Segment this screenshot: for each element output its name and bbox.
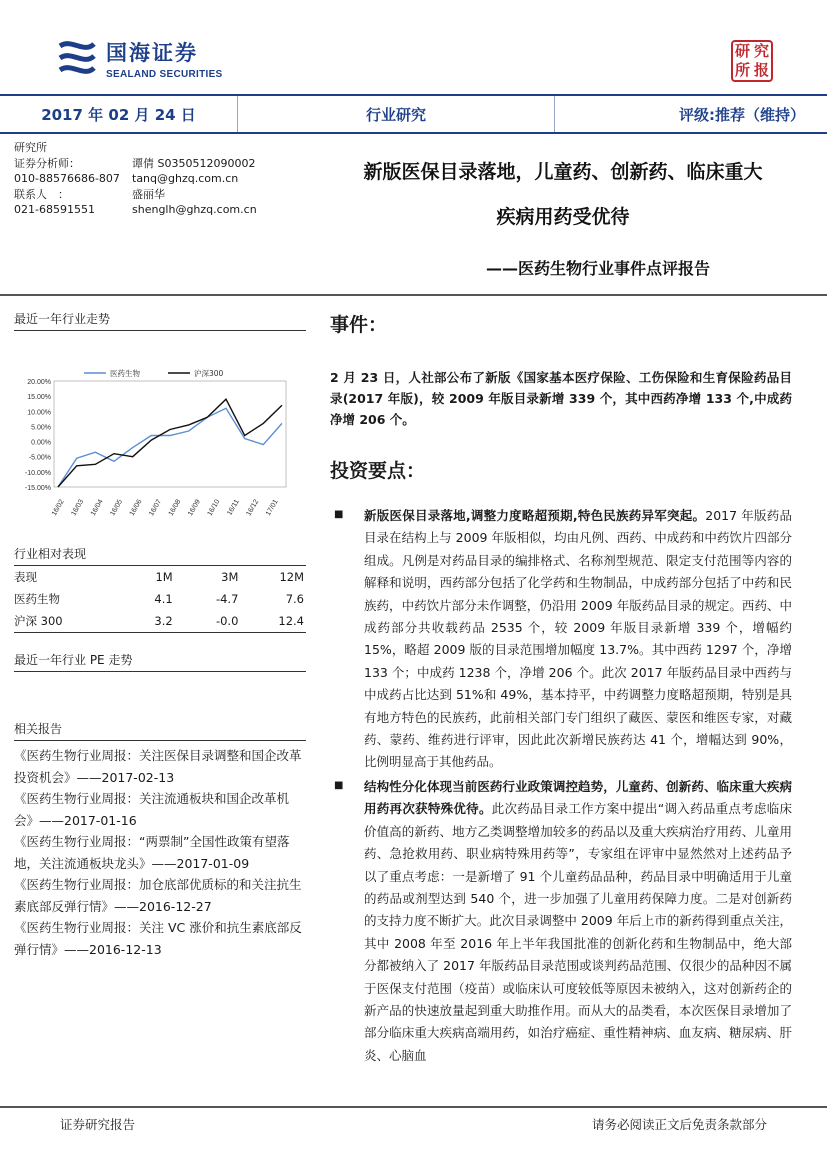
report-date: 2017 年 02 月 24 日 [0,96,238,132]
key-point-body: 此次药品目录工作方案中提出“调入药品重点考虑临床价值高的新药、地方乙类调整增加较多的药品以及重大疾病治疗用药、儿童用药、急抢救用药、职业病特殊用药等”，专家组在评审中显然然对上述药品予以了重点考虑：一是新增了 91 个儿童药品品种，药品目录中明确适用于儿童的药品或剂型达到 540 个，进一步加强了儿童用药保障力度。二是对创新药的支持力度不断扩大。此次目录调整中 2009 年后上市的新药得到重点关注，其中 2008 年至 2016 年上半年我国批准的创新化药和生物制品中，绝大部分都被纳入了 2017 年版药品目录范围或谈判药品范围、仅很少的品种因不属于医保支付范围（疫苗）或临床认可度较低等原因未被纳入，这对创新药企的新产品的快速放量起到重大助推作用。而从大的品类看，本次医保目录增加了部分临床重大疾病高端用药，如治疗癌症、重性精神病、血友病、糖尿病、肝炎、心脑血 [364,801,792,1063]
y-tick-label: 0.00% [31,439,51,447]
analyst-row: 联系人 ： 盛丽华 [14,187,165,201]
analyst-email-link[interactable]: tanq@ghzq.com.cn [132,172,239,185]
x-tick-label: 16/05 [109,498,125,517]
report-title: 新版医保目录落地，儿童药、创新药、临床重大 疾病用药受优待 [363,161,763,228]
sealand-logo-icon [54,36,98,80]
analyst-info [14,140,304,218]
contact-email-link[interactable]: shenglh@ghzq.com.cn [132,203,257,216]
trend-heading: 最近一年行业走势 [14,310,306,331]
company-logo [54,36,223,80]
seal-char: 所 [734,61,750,79]
analyst-row: 021-68591551 shenglh@ghzq.com.cn [14,202,304,218]
x-tick-label: 16/12 [245,498,261,517]
y-tick-label: 5.00% [31,424,51,432]
y-tick-label: 10.00% [27,409,51,417]
report-link[interactable]: 《医药生物行业周报：关注医保目录调整和国企改革投资机会》——2017-02-13 [14,748,302,785]
series-line [58,399,282,487]
table-row: 沪深 300 3.2 -0.0 12.4 [14,610,306,633]
key-point-body: 2017 年版药品目录在结构上与 2009 年版相似，均由凡例、西药、中成药和中药饮片四部分组成。凡例是对药品目录的编排格式、名称剂型规范、限定支付范围等内容的解释和说明，西药部分包括了化学药和生物制品，中成药部分包括了中药和民族药，中药饮片部分未作调整，仍沿用 2009 年版药品目录的规定。西药、中成药部分共收载药品 2535 个，较 2009 年版目录新增 339 个，增幅约 15%，略超 2009 版的目录范围增加幅度 13.7%。其中西药 1297 个，净增 133 个；中成药 1238 个，净增 206 个。此次 2017 年版药品目录中西药与中成药占比达到 51%和 49%，基本持平，中药调整力度略超预期，特别是具有地方特色的民族药，此前相关部门专门组织了藏医、蒙医和维医专家，对藏药、蒙药、维药进行评审，因此此次新增民族药达 41 个，增幅达到 90%，比例明显高于其他药品。 [364,508,792,770]
event-paragraph: 2 月 23 日，人社部公布了新版《国家基本医疗保险、工伤保险和生育保险药品目录(2017 年版)，较 2009 年版目录新增 339 个，其中西药净增 133 个,中成药净增 206 个。 [330,370,792,427]
report-link[interactable]: 《医药生物行业周报：关注 VC 涨价和抗生素底部反弹行情》——2016-12-13 [14,920,302,957]
seal-char: 报 [753,61,769,79]
reports-heading: 相关报告 [14,720,306,741]
analyst-row: 010-88576686-807 tanq@ghzq.com.cn [14,171,304,187]
seal-char: 研 [734,42,750,60]
y-tick-label: -10.00% [24,469,51,477]
report-link[interactable]: 《医药生物行业周报：关注流通板块和国企改革机会》——2017-01-16 [14,791,290,828]
x-tick-label: 16/04 [89,498,105,517]
report-header-bar [0,94,827,134]
x-tick-label: 16/09 [187,498,202,517]
points-heading: 投资要点： [330,460,426,482]
x-tick-label: 16/06 [128,498,144,517]
report-link[interactable]: 《医药生物行业周报：加仓底部优质标的和关注抗生素底部反弹行情》——2016-12-27 [14,877,302,914]
logo-english-name: SEALAND SECURITIES [106,68,223,80]
header-divider [0,294,827,296]
x-tick-label: 16/07 [148,498,164,517]
event-heading: 事件： [330,314,388,336]
y-tick-label: 15.00% [27,394,51,402]
legend-label: 医药生物 [110,369,140,378]
pe-heading: 最近一年行业 PE 走势 [14,651,306,672]
perf-heading: 行业相对表现 [14,545,306,566]
research-seal-stamp [731,40,773,82]
bullet-square-icon: ■ [334,509,344,520]
main-content [330,310,792,1067]
key-point-title: 结构性分化体现当前医药行业政策调控趋势，儿童药、创新药、临床重大疾病用药再次获特殊优待。 [364,778,792,817]
table-header-row: 表现 1M 3M 12M [14,570,304,584]
related-reports-list [14,745,306,960]
table-row: 医药生物 4.1 -4.7 7.6 [14,592,304,606]
report-link[interactable]: 《医药生物行业周报：“两票制”全国性政策有望落地，关注流通板块龙头》——2017-01-09 [14,834,290,871]
x-tick-label: 17/01 [264,498,280,517]
y-tick-label: -15.00% [24,485,51,492]
footer-right: 请务必阅读正文后免责条款部分 [591,1117,767,1132]
report-subtitle: ——医药生物行业事件点评报告 [485,259,710,278]
report-rating: 评级:推荐（维持） [679,105,805,124]
bullet-square-icon: ■ [334,779,344,791]
seal-char: 究 [753,42,769,60]
report-category: 行业研究 [238,96,555,132]
research-dept: 研究所 [14,141,47,154]
footer-divider [0,1106,827,1108]
x-tick-label: 16/08 [167,498,183,517]
footer-left: 证券研究报告 [60,1117,136,1132]
x-tick-label: 16/03 [70,498,86,517]
legend-label: 沪深300 [194,369,224,378]
perf-table [14,566,306,633]
logo-chinese-name: 国海证券 [106,40,198,65]
y-tick-label: 20.00% [27,379,51,386]
sidebar [14,310,306,960]
key-point [330,776,792,1067]
analyst-row: 证券分析师： 谭倩 S0350512090002 [14,156,256,170]
y-tick-label: -5.00% [28,454,51,462]
x-tick-label: 16/10 [206,498,222,517]
key-point [330,505,792,774]
x-tick-label: 16/02 [50,498,66,517]
key-point-title: 新版医保目录落地,调整力度略超预期,特色民族药异军突起。 [364,508,706,523]
plot-frame [54,381,286,487]
trend-chart [14,337,306,517]
series-line [58,408,282,487]
x-tick-label: 16/11 [226,498,241,517]
